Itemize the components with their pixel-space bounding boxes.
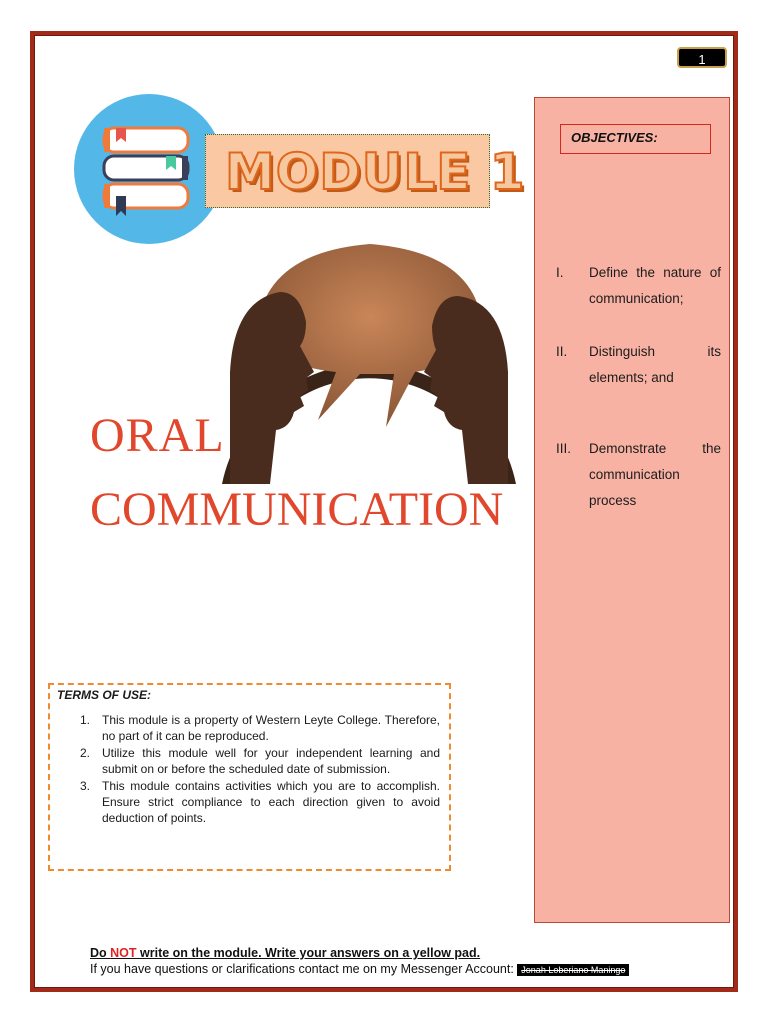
footer-warning-not: NOT [110, 946, 137, 960]
books-icon [96, 124, 196, 216]
footer-contact [90, 962, 629, 976]
footer-warning [90, 946, 480, 960]
footer-contact-text: If you have questions or clarifications contact me on my Messenger Account: [90, 962, 518, 976]
title-oral: ORAL [90, 409, 225, 462]
communication-illustration [210, 222, 528, 484]
objective-number: I. [556, 265, 564, 280]
objectives-heading: OBJECTIVES: [571, 130, 658, 145]
objective-text: Demonstrate the communication process [589, 441, 721, 508]
messenger-account-name: Jonah Loberiano Maningo [517, 964, 629, 976]
title-communication: COMMUNICATION [90, 483, 504, 536]
terms-item-number: 1. [80, 713, 91, 727]
terms-item-text: Utilize this module well for your independent learning and submit on or before the scheduled date of submission. [102, 746, 440, 776]
terms-item-number: 2. [80, 746, 91, 760]
footer-warning-prefix: Do [90, 946, 111, 960]
terms-list [72, 712, 440, 827]
objective-number: II. [556, 344, 568, 359]
objective-number: III. [556, 441, 572, 456]
footer-warning-suffix: write on the module. Write your answers on a yellow pad. [136, 946, 481, 960]
terms-item [72, 712, 440, 744]
terms-item [72, 745, 440, 777]
objective-text: Distinguish its elements; and [589, 344, 721, 385]
terms-item-text: This module is a property of Western Leyte College. Therefore, no part of it can be reproduced. [102, 713, 440, 743]
terms-item [72, 778, 440, 826]
terms-item-number: 3. [80, 779, 91, 793]
page-number: 1 [677, 47, 727, 68]
terms-heading: TERMS OF USE: [57, 688, 152, 702]
module-title: MODULE 1 [225, 143, 526, 201]
terms-item-text: This module contains activities which you are to accomplish. Ensure strict compliance to each direction given to avoid deduction of points. [102, 779, 440, 825]
objective-text: Define the nature of communication; [589, 265, 721, 306]
